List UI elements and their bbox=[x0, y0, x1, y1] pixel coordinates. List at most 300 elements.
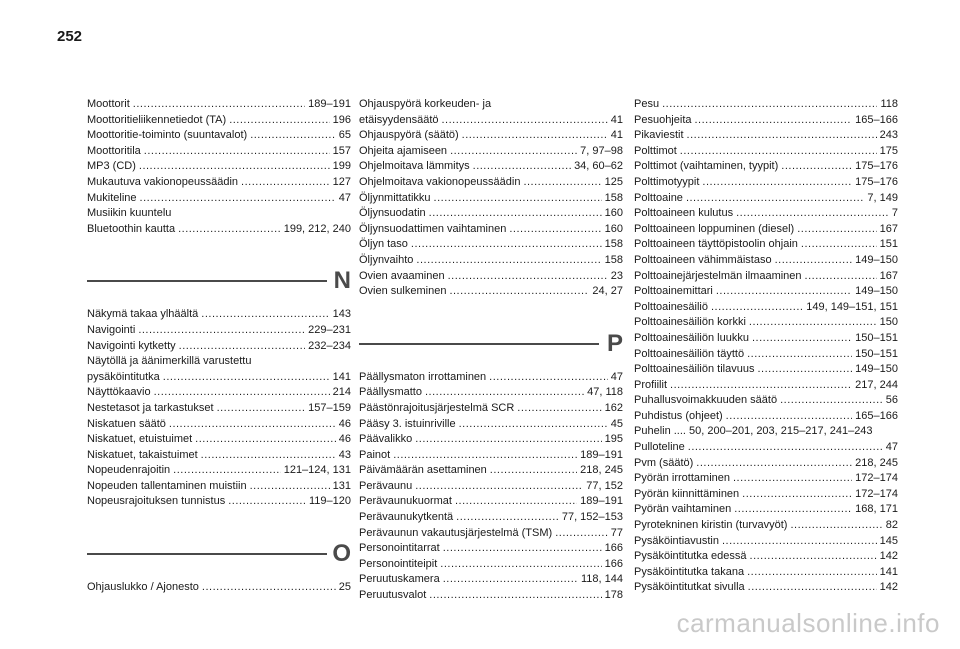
index-entry bbox=[359, 557, 623, 573]
entry-pages: 23 bbox=[610, 269, 623, 282]
dot-leader bbox=[443, 572, 578, 588]
index-entry bbox=[634, 362, 898, 378]
entry-pages: 158 bbox=[604, 238, 623, 251]
dot-leader bbox=[711, 300, 803, 316]
index-entry bbox=[634, 97, 898, 113]
entry-term: Puhdistus (ohjeet) bbox=[634, 409, 723, 422]
entry-term: Päivämäärän asettaminen bbox=[359, 464, 487, 477]
entry-term: Niskatuet, takaistuimet bbox=[87, 448, 198, 461]
dot-leader bbox=[555, 526, 608, 542]
dot-leader bbox=[442, 113, 608, 129]
entry-term: Moottoritie-toiminto (suuntavalot) bbox=[87, 129, 248, 142]
entry-term: Pyörän irrottaminen bbox=[634, 472, 730, 485]
dot-leader bbox=[448, 269, 608, 285]
dot-leader bbox=[201, 307, 329, 323]
index-entry bbox=[634, 113, 898, 129]
entry-term: Päävalikko bbox=[359, 433, 413, 446]
index-entry bbox=[634, 237, 898, 253]
index-entry bbox=[87, 448, 351, 464]
index-entry bbox=[634, 347, 898, 363]
index-entry bbox=[87, 113, 351, 129]
entry-term: Puhallusvoimakkuuden säätö bbox=[634, 394, 778, 407]
entry-term: Nopeudenrajoitin bbox=[87, 464, 171, 477]
entry-term: Profiilit bbox=[634, 378, 668, 391]
entry-pages: 143 bbox=[332, 308, 351, 321]
entry-term: Polttoaineen täyttöpistoolin ohjain bbox=[634, 238, 798, 251]
entry-pages: 150–151 bbox=[855, 331, 898, 344]
index-entry bbox=[634, 315, 898, 331]
entry-pages: 189–191 bbox=[580, 495, 623, 508]
index-entry bbox=[634, 471, 898, 487]
index-entry bbox=[87, 463, 351, 479]
dot-leader bbox=[742, 487, 852, 503]
dot-leader bbox=[416, 253, 601, 269]
entry-term: Moottoritila bbox=[87, 144, 141, 157]
dot-leader bbox=[456, 510, 559, 526]
entry-pages: 195 bbox=[604, 433, 623, 446]
entry-pages: 232–234 bbox=[308, 339, 351, 352]
index-entry bbox=[359, 113, 623, 129]
entry-pages: 43 bbox=[338, 448, 351, 461]
entry-term: Öljynmittatikku bbox=[359, 191, 431, 204]
dot-leader bbox=[462, 128, 608, 144]
entry-term: Polttoainesäiliön luukku bbox=[634, 331, 749, 344]
index-entry bbox=[359, 494, 623, 510]
entry-term: Pysäköintitutkat sivulla bbox=[634, 581, 745, 594]
entry-term: Pyörän kiinnittäminen bbox=[634, 487, 740, 500]
index-entry bbox=[87, 385, 351, 401]
index-entry bbox=[87, 580, 351, 596]
entry-pages: 162 bbox=[604, 401, 623, 414]
entry-pages: 165–166 bbox=[855, 113, 898, 126]
dot-leader bbox=[169, 417, 336, 433]
index-entry bbox=[634, 409, 898, 425]
index-entry bbox=[359, 588, 623, 604]
index-entry bbox=[359, 401, 623, 417]
entry-term: Peruutusvalot bbox=[359, 589, 427, 602]
index-entry bbox=[359, 572, 623, 588]
index-entry bbox=[634, 191, 898, 207]
index-entry bbox=[87, 159, 351, 175]
dot-leader bbox=[733, 471, 852, 487]
entry-pages: 77, 152–153 bbox=[561, 511, 623, 524]
dot-leader bbox=[425, 385, 584, 401]
entry-term: Perävaunukytkentä bbox=[359, 511, 454, 524]
index-entry bbox=[359, 417, 623, 433]
entry-term: Pyrotekninen kiristin (turvavyöt) bbox=[634, 519, 788, 532]
dot-leader bbox=[393, 448, 577, 464]
index-entry bbox=[87, 175, 351, 191]
entry-pages: 178 bbox=[604, 589, 623, 602]
entry-pages: 41 bbox=[610, 129, 623, 142]
entry-term: Mukiteline bbox=[87, 191, 137, 204]
entry-term: Pesuohjeita bbox=[634, 113, 692, 126]
index-entry bbox=[634, 284, 898, 300]
entry-pages: 125 bbox=[604, 175, 623, 188]
entry-term: Öljynvaihto bbox=[359, 253, 414, 266]
dot-leader bbox=[801, 237, 877, 253]
entry-pages: 141 bbox=[332, 370, 351, 383]
index-entry bbox=[634, 487, 898, 503]
index-entry bbox=[359, 510, 623, 526]
entry-term: Moottoritieliikennetiedot (TA) bbox=[87, 113, 227, 126]
entry-term: MP3 (CD) bbox=[87, 160, 136, 173]
index-entry bbox=[87, 417, 351, 433]
entry-pages: 175–176 bbox=[855, 160, 898, 173]
entry-pages: 131 bbox=[332, 479, 351, 492]
entry-term: Moottorit bbox=[87, 98, 130, 110]
dot-leader bbox=[473, 159, 571, 175]
entry-term: Polttoainesäiliön tilavuus bbox=[634, 363, 755, 376]
dot-leader bbox=[429, 588, 601, 604]
index-entry bbox=[359, 526, 623, 542]
entry-pages: 127 bbox=[332, 175, 351, 188]
index-column-1 bbox=[87, 97, 351, 596]
dot-leader bbox=[790, 518, 882, 534]
entry-term: Polttoainesäiliö bbox=[634, 300, 708, 313]
dot-leader bbox=[443, 541, 602, 557]
index-entry bbox=[634, 440, 898, 456]
entry-pages: 46 bbox=[338, 433, 351, 446]
entry-pages: 25 bbox=[338, 581, 351, 594]
entry-pages: 167 bbox=[879, 269, 898, 282]
index-entry bbox=[359, 159, 623, 175]
entry-term: Polttoainesäiliön täyttö bbox=[634, 347, 745, 360]
dot-leader bbox=[517, 401, 601, 417]
index-entry bbox=[87, 222, 351, 238]
section-rule bbox=[87, 553, 327, 555]
section-letter: P bbox=[606, 329, 623, 357]
entry-pages: 77, 152 bbox=[586, 479, 623, 492]
dot-leader bbox=[686, 191, 864, 207]
index-entry bbox=[634, 175, 898, 191]
entry-pages: 145 bbox=[879, 534, 898, 547]
entry-pages: 199, 212, 240 bbox=[283, 222, 351, 235]
entry-pages: 160 bbox=[604, 207, 623, 220]
section-rule bbox=[359, 343, 599, 345]
entry-pages: 218, 245 bbox=[855, 456, 898, 469]
dot-leader bbox=[695, 113, 853, 129]
dot-leader bbox=[455, 494, 577, 510]
entry-pages: 142 bbox=[879, 581, 898, 594]
index-entry bbox=[359, 144, 623, 160]
entry-term: Polttimotyypit bbox=[634, 175, 700, 188]
dot-leader bbox=[489, 370, 608, 386]
dot-leader bbox=[179, 339, 306, 355]
entry-pages: 141 bbox=[879, 565, 898, 578]
entry-pages: 82 bbox=[885, 519, 898, 532]
entry-pages: 45 bbox=[610, 417, 623, 430]
index-entry-heading: Näytöllä ja äänimerkillä varustettu bbox=[87, 355, 252, 368]
dot-leader bbox=[173, 463, 281, 479]
entry-term: Navigointi kytketty bbox=[87, 339, 176, 352]
dot-leader bbox=[202, 580, 336, 596]
dot-leader bbox=[434, 191, 602, 207]
dot-leader bbox=[139, 159, 330, 175]
entry-term: Nestetasot ja tarkastukset bbox=[87, 401, 214, 414]
dot-leader bbox=[805, 269, 877, 285]
dot-leader bbox=[178, 222, 281, 238]
dot-leader bbox=[440, 557, 601, 573]
entry-term: Pysäköintitutka edessä bbox=[634, 550, 747, 563]
index-entry bbox=[87, 339, 351, 355]
entry-pages: 218, 245 bbox=[580, 464, 623, 477]
index-entry bbox=[359, 128, 623, 144]
entry-pages: 119–120 bbox=[308, 495, 351, 508]
dot-leader bbox=[459, 417, 608, 433]
index-entry bbox=[359, 284, 623, 300]
dot-leader bbox=[138, 323, 305, 339]
entry-term: Ohjeita ajamiseen bbox=[359, 144, 448, 157]
index-entry: Puhelin .... 50, 200–201, 203, 215–217, 241–243 bbox=[634, 425, 873, 438]
entry-term: Ohjelmoitava lämmitys bbox=[359, 160, 470, 173]
entry-term: Päällysmaton irrottaminen bbox=[359, 370, 487, 383]
entry-pages: 196 bbox=[332, 113, 351, 126]
entry-pages: 118, 144 bbox=[580, 573, 623, 586]
dot-leader bbox=[144, 144, 330, 160]
index-entry-heading: Musiikin kuuntelu bbox=[87, 207, 172, 220]
index-entry bbox=[634, 269, 898, 285]
dot-leader bbox=[749, 315, 877, 331]
index-entry bbox=[634, 549, 898, 565]
index-entry bbox=[87, 191, 351, 207]
dot-leader bbox=[154, 385, 330, 401]
index-entry bbox=[359, 463, 623, 479]
entry-pages: 189–191 bbox=[580, 448, 623, 461]
index-entry bbox=[87, 144, 351, 160]
dot-leader bbox=[450, 144, 577, 160]
index-entry bbox=[634, 580, 898, 596]
entry-pages: 158 bbox=[604, 191, 623, 204]
entry-term: Bluetoothin kautta bbox=[87, 222, 176, 235]
entry-pages: 160 bbox=[604, 222, 623, 235]
dot-leader bbox=[201, 448, 336, 464]
dot-leader bbox=[722, 534, 877, 550]
entry-pages: 65 bbox=[338, 129, 351, 142]
index-entry bbox=[87, 479, 351, 495]
entry-term: Niskatuet, etuistuimet bbox=[87, 433, 193, 446]
dot-leader bbox=[687, 128, 877, 144]
section-header bbox=[359, 326, 623, 362]
dot-leader bbox=[702, 175, 852, 191]
dot-leader bbox=[509, 222, 601, 238]
entry-term: Navigointi bbox=[87, 323, 136, 336]
dot-leader bbox=[250, 128, 336, 144]
dot-leader bbox=[780, 393, 883, 409]
entry-pages: 149, 149–151, 151 bbox=[806, 300, 898, 313]
section-letter: O bbox=[332, 540, 351, 568]
entry-term: Päästönrajoitusjärjestelmä SCR bbox=[359, 401, 515, 414]
entry-pages: 7, 149 bbox=[867, 191, 898, 204]
entry-term: Ohjauslukko / Ajonesto bbox=[87, 581, 199, 594]
index-entry bbox=[87, 370, 351, 386]
entry-term: Perävaunukuormat bbox=[359, 495, 452, 508]
dot-leader bbox=[680, 144, 877, 160]
entry-pages: 142 bbox=[879, 550, 898, 563]
entry-pages: 41 bbox=[610, 113, 623, 126]
entry-term: Niskatuen säätö bbox=[87, 417, 166, 430]
dot-leader bbox=[748, 580, 877, 596]
dot-leader bbox=[662, 97, 877, 113]
index-entry bbox=[634, 144, 898, 160]
entry-term: etäisyydensäätö bbox=[359, 113, 439, 126]
index-entry bbox=[634, 502, 898, 518]
entry-term: Öljynsuodatin bbox=[359, 207, 426, 220]
entry-term: Ovien sulkeminen bbox=[359, 285, 447, 298]
dot-leader bbox=[140, 191, 336, 207]
entry-pages: 175–176 bbox=[855, 175, 898, 188]
entry-pages: 47 bbox=[610, 370, 623, 383]
entry-term: Pikaviestit bbox=[634, 129, 684, 142]
entry-pages: 150–151 bbox=[855, 347, 898, 360]
index-entry bbox=[87, 307, 351, 323]
index-entry bbox=[359, 175, 623, 191]
entry-term: Perävaunun vakautusjärjestelmä (TSM) bbox=[359, 526, 553, 539]
index-entry bbox=[87, 97, 351, 113]
entry-term: Pääsy 3. istuinriville bbox=[359, 417, 456, 430]
entry-term: Pyörän vaihtaminen bbox=[634, 503, 732, 516]
dot-leader bbox=[228, 494, 306, 510]
index-entry bbox=[634, 565, 898, 581]
dot-leader bbox=[415, 432, 601, 448]
entry-pages: 214 bbox=[332, 386, 351, 399]
entry-term: Polttoainemittari bbox=[634, 285, 713, 298]
index-entry bbox=[359, 237, 623, 253]
dot-leader bbox=[217, 401, 306, 417]
entry-pages: 229–231 bbox=[308, 323, 351, 336]
dot-leader bbox=[195, 432, 336, 448]
entry-term: Pulloteline bbox=[634, 441, 685, 454]
index-entry bbox=[359, 432, 623, 448]
index-entry bbox=[87, 128, 351, 144]
section-letter: N bbox=[333, 267, 351, 295]
entry-term: Perävaunu bbox=[359, 479, 413, 492]
entry-pages: 167 bbox=[879, 222, 898, 235]
index-entry bbox=[359, 191, 623, 207]
entry-pages: 165–166 bbox=[855, 409, 898, 422]
index-entry bbox=[634, 456, 898, 472]
entry-pages: 47, 118 bbox=[587, 386, 623, 399]
entry-term: Polttoaine bbox=[634, 191, 683, 204]
entry-term: Polttimot bbox=[634, 144, 677, 157]
entry-term: pysäköintitutka bbox=[87, 370, 160, 383]
entry-pages: 189–191 bbox=[308, 98, 351, 110]
index-entry bbox=[359, 370, 623, 386]
entry-pages: 151 bbox=[879, 238, 898, 251]
dot-leader bbox=[523, 175, 601, 191]
index-column-3 bbox=[634, 97, 898, 596]
dot-leader bbox=[411, 237, 602, 253]
entry-term: Painot bbox=[359, 448, 391, 461]
dot-leader bbox=[696, 456, 852, 472]
index-column-2 bbox=[359, 97, 623, 604]
entry-pages: 166 bbox=[604, 557, 623, 570]
dot-leader bbox=[775, 253, 853, 269]
entry-term: Pysäköintitutka takana bbox=[634, 565, 745, 578]
section-rule bbox=[87, 280, 327, 282]
entry-term: Näyttökaavio bbox=[87, 386, 151, 399]
entry-term: Polttoainesäiliön korkki bbox=[634, 316, 746, 329]
entry-pages: 217, 244 bbox=[855, 378, 898, 391]
dot-leader bbox=[734, 502, 852, 518]
section-header bbox=[87, 536, 351, 572]
entry-pages: 56 bbox=[885, 394, 898, 407]
entry-term: Nopeusrajoituksen tunnistus bbox=[87, 495, 226, 508]
dot-leader bbox=[415, 479, 583, 495]
index-entry bbox=[634, 331, 898, 347]
entry-term: Pvm (säätö) bbox=[634, 456, 694, 469]
dot-leader bbox=[133, 97, 305, 113]
entry-term: Personointitarrat bbox=[359, 542, 440, 555]
index-entry-heading: Ohjauspyörä korkeuden- ja bbox=[359, 98, 492, 110]
dot-leader bbox=[726, 409, 853, 425]
dot-leader bbox=[757, 362, 852, 378]
dot-leader bbox=[229, 113, 329, 129]
index-entry bbox=[634, 128, 898, 144]
entry-pages: 199 bbox=[332, 160, 351, 173]
index-entry bbox=[634, 222, 898, 238]
dot-leader bbox=[449, 284, 589, 300]
entry-pages: 7, 97–98 bbox=[580, 144, 623, 157]
entry-pages: 47 bbox=[885, 441, 898, 454]
entry-pages: 168, 171 bbox=[855, 503, 898, 516]
index-entry bbox=[359, 253, 623, 269]
index-entry bbox=[359, 222, 623, 238]
entry-pages: 158 bbox=[604, 253, 623, 266]
index-entry bbox=[634, 206, 898, 222]
entry-pages: 149–150 bbox=[855, 253, 898, 266]
entry-pages: 243 bbox=[879, 129, 898, 142]
index-entry bbox=[634, 393, 898, 409]
entry-term: Pesu bbox=[634, 98, 660, 110]
index-entry bbox=[359, 448, 623, 464]
index-entry bbox=[87, 494, 351, 510]
entry-term: Polttoainejärjestelmän ilmaaminen bbox=[634, 269, 802, 282]
entry-pages: 172–174 bbox=[855, 472, 898, 485]
entry-pages: 46 bbox=[338, 417, 351, 430]
dot-leader bbox=[716, 284, 852, 300]
entry-term: Öljyn taso bbox=[359, 238, 408, 251]
entry-pages: 121–124, 131 bbox=[283, 464, 351, 477]
index-entry bbox=[359, 479, 623, 495]
entry-term: Mukautuva vakionopeussäädin bbox=[87, 175, 239, 188]
entry-pages: 24, 27 bbox=[592, 285, 623, 298]
entry-term: Näkymä takaa ylhäältä bbox=[87, 308, 199, 321]
index-entry bbox=[634, 518, 898, 534]
entry-term: Pysäköintiavustin bbox=[634, 534, 719, 547]
index-entry bbox=[634, 253, 898, 269]
dot-leader bbox=[670, 378, 852, 394]
entry-term: Ohjelmoitava vakionopeussäädin bbox=[359, 175, 521, 188]
dot-leader bbox=[797, 222, 876, 238]
entry-term: Öljynsuodattimen vaihtaminen bbox=[359, 222, 507, 235]
entry-term: Ohjauspyörä (säätö) bbox=[359, 129, 459, 142]
index-entry bbox=[634, 159, 898, 175]
entry-term: Ovien avaaminen bbox=[359, 269, 445, 282]
entry-term: Personointiteipit bbox=[359, 557, 438, 570]
index-entry bbox=[359, 385, 623, 401]
dot-leader bbox=[688, 440, 883, 456]
entry-pages: 149–150 bbox=[855, 285, 898, 298]
index-entry bbox=[87, 323, 351, 339]
dot-leader bbox=[750, 549, 877, 565]
entry-term: Polttimot (vaihtaminen, tyypit) bbox=[634, 160, 779, 173]
entry-pages: 166 bbox=[604, 542, 623, 555]
entry-term: Peruutuskamera bbox=[359, 573, 440, 586]
entry-pages: 157–159 bbox=[308, 401, 351, 414]
entry-pages: 150 bbox=[879, 316, 898, 329]
entry-term: Päällysmatto bbox=[359, 386, 422, 399]
